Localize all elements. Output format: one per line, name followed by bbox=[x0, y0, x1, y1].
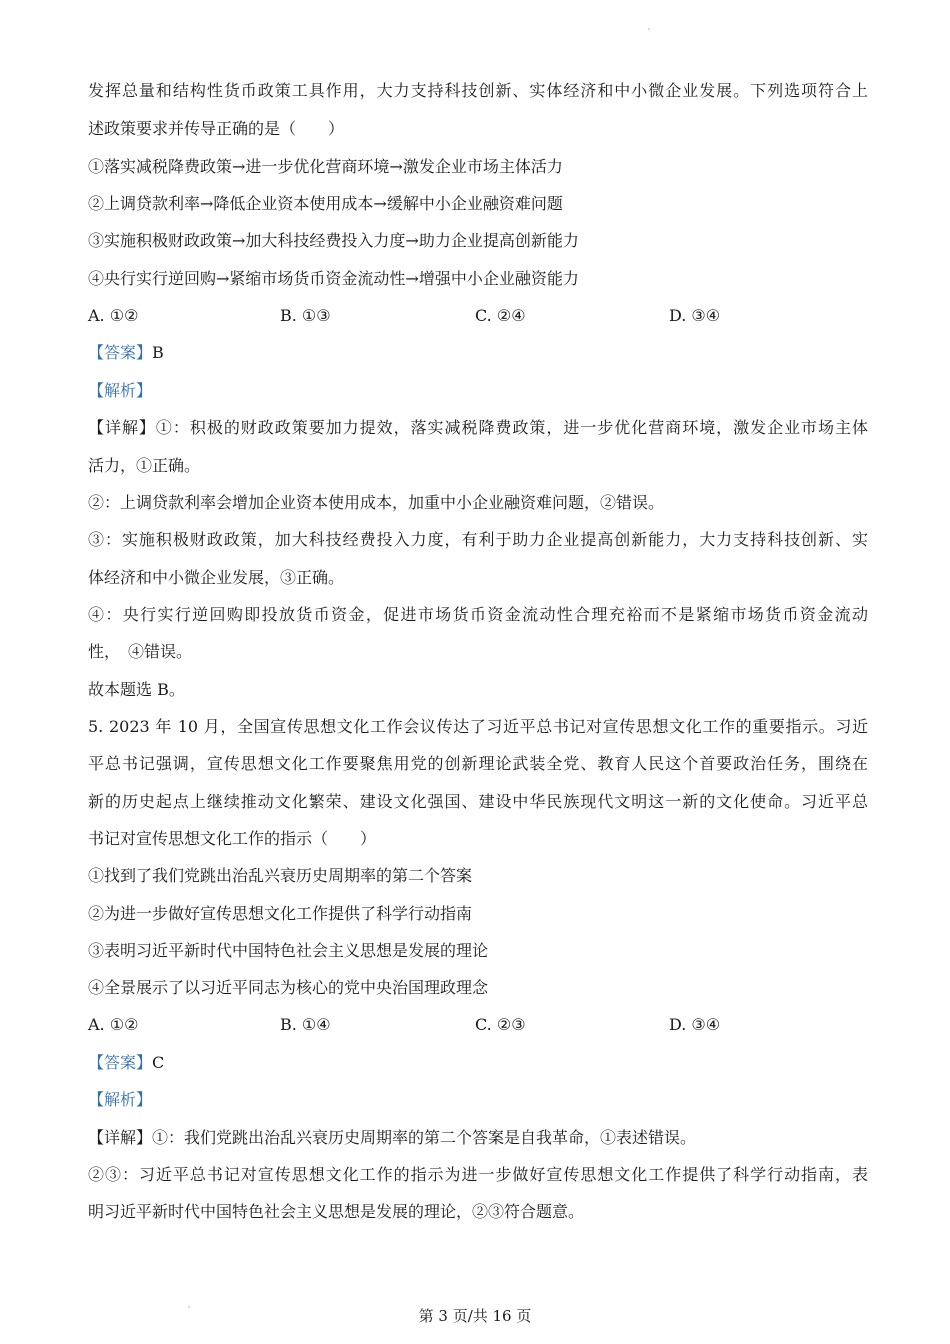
detail-text: ①：积极的财政政策要加力提效，落实减税降费政策，进一步优化营商环境，激发企业市场主体 bbox=[155, 418, 868, 437]
q5-detail-23-line-1: ②③：习近平总书记对宣传思想文化工作的指示为进一步做好宣传思想文化工作提供了科学行动指南，表 bbox=[88, 1165, 868, 1184]
q5-detail-23-line-2: 明习近平新时代中国特色社会主义思想是发展的理论，②③符合题意。 bbox=[88, 1202, 585, 1221]
q5-stem-line-3: 新的历史起点上继续推动文化繁荣、建设文化强国、建设中华民族现代文明这一新的文化使命。习近平总 bbox=[88, 792, 868, 811]
q4-stem-line-1: 发挥总量和结构性货币政策工具作用，大力支持科技创新、实体经济和中小微企业发展。下列选项符合上 bbox=[88, 81, 868, 100]
analysis-tag: 【解析】 bbox=[88, 1090, 153, 1109]
q4-conclusion: 故本题选 B。 bbox=[88, 680, 185, 699]
q5-item-4: ④全景展示了以习近平同志为核心的党中央治国理政理念 bbox=[88, 978, 489, 997]
q5-item-1: ①找到了我们党跳出治乱兴衰历史周期率的第二个答案 bbox=[88, 866, 473, 885]
q4-item-2: ②上调贷款利率→降低企业资本使用成本→缓解中小企业融资难问题 bbox=[88, 194, 563, 213]
q4-option-c: C. ②④ bbox=[475, 306, 526, 325]
q5-option-d: D. ③④ bbox=[669, 1015, 721, 1034]
q4-detail-2: ②：上调贷款利率会增加企业资本使用成本，加重中小企业融资难问题，②错误。 bbox=[88, 493, 665, 512]
detail-tag: 【详解】 bbox=[88, 1128, 153, 1147]
page-footer: 第 3 页/共 16 页 bbox=[418, 1307, 532, 1325]
q5-stem-line-2: 平总书记强调，宣传思想文化工作要聚焦用党的创新理论武装全党、教育人民这个首要政治任务，围绕在 bbox=[88, 754, 868, 773]
answer-tag: 【答案】 bbox=[88, 1053, 153, 1072]
q5-item-3: ③表明习近平新时代中国特色社会主义思想是发展的理论 bbox=[88, 941, 489, 960]
q5-option-a: A. ①② bbox=[88, 1015, 139, 1034]
answer-value: C bbox=[152, 1053, 165, 1072]
q4-detail-1-line-1 bbox=[88, 417, 868, 439]
q5-option-b: B. ①④ bbox=[280, 1015, 331, 1034]
q5-answer bbox=[88, 1052, 868, 1074]
q4-option-d: D. ③④ bbox=[669, 306, 721, 325]
q4-detail-4-line-2: 性， ④错误。 bbox=[88, 642, 193, 661]
answer-value: B bbox=[152, 343, 164, 362]
detail-tag: 【详解】 bbox=[88, 418, 156, 437]
q4-option-a: A. ①② bbox=[88, 306, 139, 325]
q4-item-1: ①落实减税降费政策→进一步优化营商环境→激发企业市场主体活力 bbox=[88, 157, 563, 176]
q4-item-4: ④央行实行逆回购→紧缩市场货币资金流动性→增强中小企业融资能力 bbox=[88, 269, 579, 288]
analysis-tag: 【解析】 bbox=[88, 381, 153, 400]
q5-stem-line-4: 书记对宣传思想文化工作的指示（ ） bbox=[88, 829, 377, 848]
detail-text: ①：我们党跳出治乱兴衰历史周期率的第二个答案是自我革命，①表述错误。 bbox=[152, 1128, 697, 1147]
q4-answer bbox=[88, 342, 868, 364]
q5-analysis bbox=[88, 1089, 868, 1111]
q4-detail-1-line-2: 活力，①正确。 bbox=[88, 456, 201, 475]
q4-option-b: B. ①③ bbox=[280, 306, 331, 325]
q5-detail-1 bbox=[88, 1127, 868, 1149]
q4-detail-3-line-1: ③：实施积极财政政策，加大科技经费投入力度，有利于助力企业提高创新能力，大力支持科技创新、实 bbox=[88, 530, 868, 549]
q5-item-2: ②为进一步做好宣传思想文化工作提供了科学行动指南 bbox=[88, 904, 473, 923]
scan-dot bbox=[648, 28, 650, 30]
q4-stem-line-2: 述政策要求并传导正确的是（ ） bbox=[88, 119, 345, 138]
q4-analysis bbox=[88, 380, 868, 402]
q5-stem-line-1: 5. 2023 年 10 月，全国宣传思想文化工作会议传达了习近平总书记对宣传思想文化工作的重要指示。习近 bbox=[88, 717, 868, 736]
answer-tag: 【答案】 bbox=[88, 343, 153, 362]
q4-item-3: ③实施积极财政政策→加大科技经费投入力度→助力企业提高创新能力 bbox=[88, 231, 579, 250]
q5-option-c: C. ②③ bbox=[475, 1015, 526, 1034]
q4-detail-4-line-1: ④：央行实行逆回购即投放货币资金，促进市场货币资金流动性合理充裕而不是紧缩市场货币资金流动 bbox=[88, 605, 868, 624]
q4-detail-3-line-2: 体经济和中小微企业发展，③正确。 bbox=[88, 568, 345, 587]
